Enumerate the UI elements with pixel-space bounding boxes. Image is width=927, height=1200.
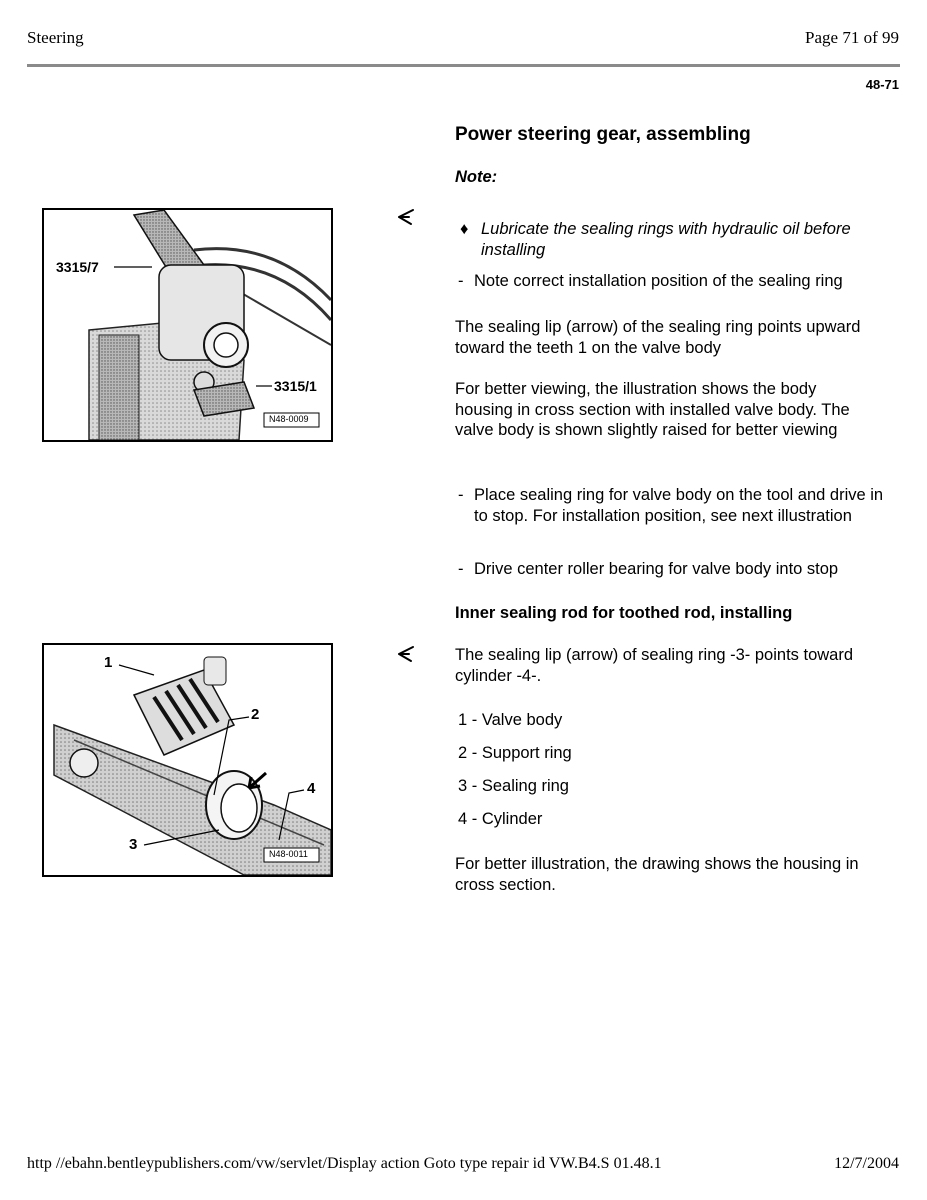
- figure-label: 4: [307, 780, 316, 797]
- footer-url: http //ebahn.bentleypublishers.com/vw/servlet/Display action Goto type repair id VW.B4.S 01.48.1: [27, 1155, 662, 1172]
- paragraph: For better viewing, the illustration shows the body housing in cross section with installed valve body. The valve body is shown slightly raised for better viewing: [455, 380, 850, 439]
- step-text: Place sealing ring for valve body on the tool and drive in to stop. For installation position, see next illustration: [474, 486, 884, 525]
- bullet-text: Lubricate the sealing rings with hydraulic oil before installing: [481, 220, 851, 259]
- figure-label: 3315/7: [56, 259, 99, 275]
- figure-drawing: [44, 645, 331, 875]
- paragraph: The sealing lip (arrow) of the sealing ring points upward toward the teeth 1 on the valve body: [455, 318, 861, 357]
- pointer-arrow-icon: [397, 208, 415, 226]
- footer-date: 12/7/2004: [834, 1155, 899, 1172]
- dash-marker: -: [458, 560, 464, 578]
- figure-drawing: [44, 210, 331, 440]
- step-text: Drive center roller bearing for valve body into stop: [474, 560, 839, 578]
- figure-steering-gear: [42, 208, 333, 442]
- figure-label: 3315/1: [274, 378, 317, 394]
- legend-item: 1 - Valve body: [458, 711, 563, 729]
- pointer-arrow-icon: [397, 645, 415, 663]
- dash-marker: -: [458, 272, 464, 290]
- legend-item: 2 - Support ring: [458, 744, 572, 762]
- page-number: Page 71 of 99: [805, 28, 899, 47]
- figure-label: 2: [251, 706, 260, 723]
- figure-label: 3: [129, 836, 138, 853]
- paragraph: For better illustration, the drawing shows the housing in cross section.: [455, 855, 859, 894]
- dash-marker: -: [458, 486, 464, 504]
- figure-sealing-rod: [42, 643, 333, 877]
- header-title: Steering: [27, 28, 84, 47]
- step-text: Note correct installation position of the sealing ring: [474, 272, 843, 290]
- figure-code: N48-0009: [269, 414, 309, 424]
- legend-item: 4 - Cylinder: [458, 810, 543, 828]
- header-divider: [27, 64, 900, 67]
- page-code: 48-71: [865, 77, 899, 92]
- diamond-bullet-icon: ♦: [460, 220, 469, 238]
- section-title: Inner sealing rod for toothed rod, installing: [455, 604, 793, 622]
- figure-code: N48-0011: [269, 849, 308, 859]
- legend-item: 3 - Sealing ring: [458, 777, 569, 795]
- section-title: Power steering gear, assembling: [455, 124, 751, 145]
- note-label: Note:: [455, 168, 498, 186]
- paragraph: The sealing lip (arrow) of sealing ring -3- points toward cylinder -4-.: [455, 646, 854, 685]
- figure-label: 1: [104, 654, 113, 671]
